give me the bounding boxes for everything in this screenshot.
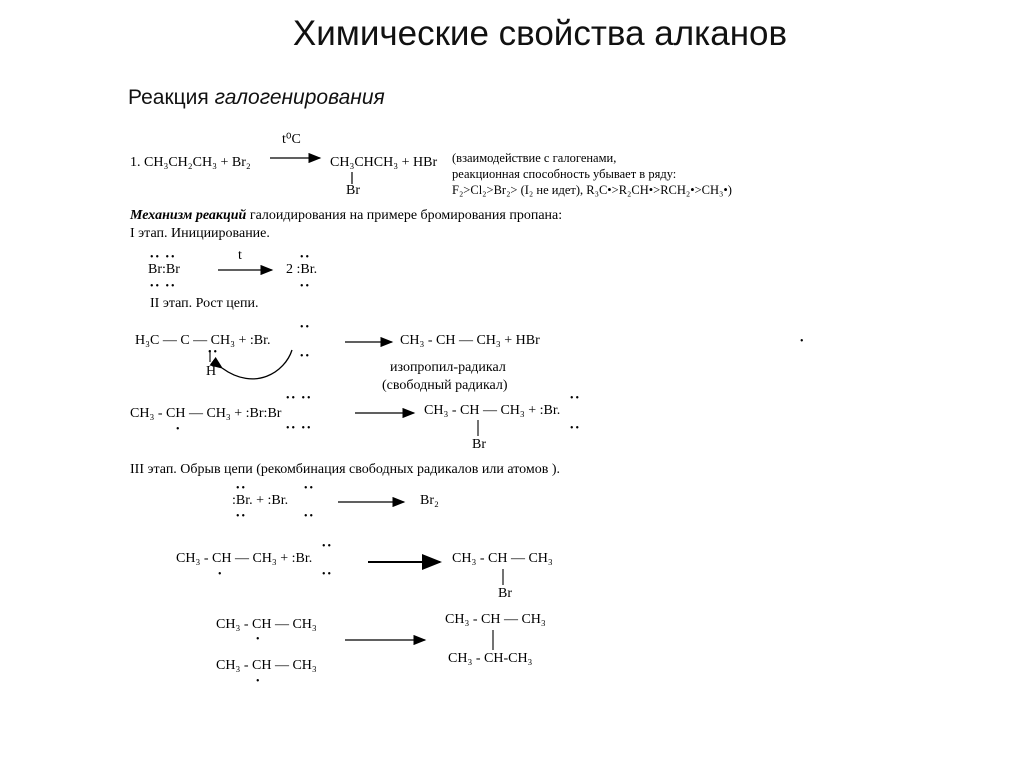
equation1-reactants: 1. CH₃CH₂CH₃ + Br₂	[130, 155, 251, 170]
radical-dot: •	[256, 634, 262, 645]
stage1-label: I этап. Инициирование.	[130, 226, 270, 241]
stage1-reactant: Br:Br	[148, 262, 180, 277]
stage2-r1-reactants: H₃C — C — CH₃ + :Br.	[135, 333, 271, 348]
equation1-note-1: (взаимодействие с галогенами,	[452, 151, 617, 165]
stage3-r3-product-1: CH₃ - CH — CH₃	[445, 612, 546, 627]
radical-dot: •	[256, 676, 262, 687]
stage2-label: II этап. Рост цепи.	[150, 296, 259, 311]
electron-dots: •• ••	[286, 423, 313, 434]
stage3-r2-reactants: CH₃ - CH — CH₃ + :Br.	[176, 551, 313, 566]
stage2-r1-note-1: изопропил-радикал	[390, 360, 506, 375]
equation1-note-2: реакционная способность убывает в ряду:	[452, 167, 677, 181]
electron-dots: ••	[236, 483, 248, 494]
electron-dots: •• ••	[286, 393, 313, 404]
electron-dots: ••	[300, 252, 312, 263]
electron-dots: ••	[300, 322, 312, 333]
stage1-condition: t	[238, 248, 242, 263]
radical-dot: •	[218, 569, 224, 580]
stage3-r3-product-2: CH₃ - CH-CH₃	[448, 651, 533, 666]
electron-dots: ••	[322, 569, 334, 580]
stage3-r3-reactant-1: CH₃ - CH — CH₃	[216, 617, 317, 632]
electron-dots: ••	[300, 281, 312, 292]
stray-dot: •	[800, 336, 806, 347]
electron-dots: ••	[570, 423, 582, 434]
stage2-r2-reactants: CH₃ - CH — CH₃ + :Br:Br	[130, 406, 282, 421]
stage2-r1-note-2: (свободный радикал)	[382, 378, 508, 393]
mechanism-heading: Механизм реакций галоидирования на примере бромирования пропана:	[130, 208, 563, 223]
electron-dots: ••	[208, 347, 220, 358]
slide-title: Химические свойства алканов	[292, 14, 788, 53]
electron-dots: ••	[236, 511, 248, 522]
stage1-product: 2 :Br.	[286, 262, 318, 277]
stage2-r2-product: CH₃ - CH — CH₃ + :Br.	[424, 403, 561, 418]
stage3-r2-substituent: Br	[498, 586, 512, 601]
stage3-r1-reactants: :Br. + :Br.	[232, 493, 289, 508]
radical-dot: •	[176, 424, 182, 435]
equation1-condition: t⁰C	[282, 132, 301, 147]
electron-dots: ••	[570, 393, 582, 404]
stage2-r1-product: CH₃ - CH — CH₃ + HBr	[400, 333, 540, 348]
electron-dots: ••	[300, 351, 312, 362]
electron-dots: ••	[322, 541, 334, 552]
subtitle-prefix: Реакция	[128, 86, 215, 109]
subtitle-emphasis: галогенирования	[214, 86, 385, 109]
stage3-r1-product: Br₂	[420, 493, 439, 508]
stage2-r2-substituent: Br	[472, 437, 486, 452]
equation1-note-3: F₂>Cl₂>Br₂> (I₂ не идет), R₃C•>R₂CH•>RCH₂•>CH₃•)	[452, 183, 732, 197]
stage3-r2-product: CH₃ - CH — CH₃	[452, 551, 553, 566]
stage2-r1-hydrogen: H	[206, 364, 217, 379]
stage3-label: III этап. Обрыв цепи (рекомбинация свободных радикалов или атомов ).	[130, 462, 560, 477]
electron-dots: •• ••	[150, 252, 177, 263]
equation1-substituent: Br	[346, 183, 360, 198]
curved-arrow	[222, 350, 292, 379]
equation1-product: CH₃CHCH₃ + HBr	[330, 155, 438, 170]
electron-dots: •• ••	[150, 281, 177, 292]
electron-dots: ••	[304, 483, 316, 494]
stage3-r3-reactant-2: CH₃ - CH — CH₃	[216, 658, 317, 673]
electron-dots: ••	[304, 511, 316, 522]
